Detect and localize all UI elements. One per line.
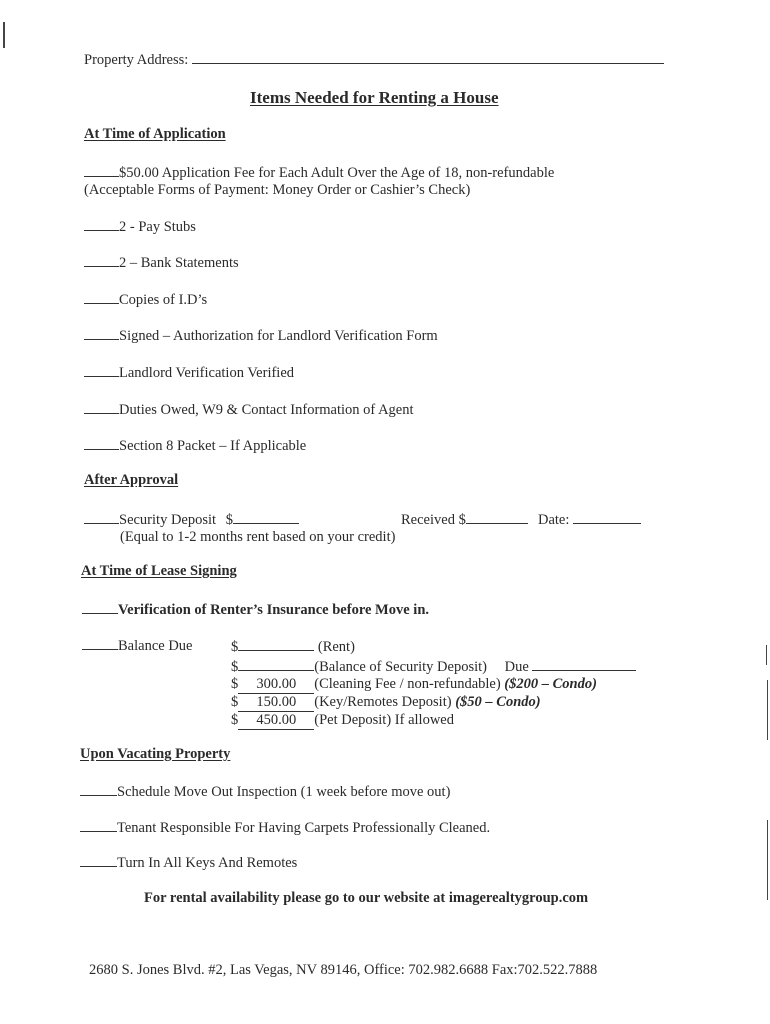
insurance-item — [82, 600, 429, 619]
checklist-item — [80, 818, 490, 837]
due-label: Due — [504, 659, 529, 675]
check-blank — [84, 163, 119, 177]
date-blank — [573, 510, 641, 524]
due-blank — [532, 657, 636, 671]
fee-note: (Acceptable Forms of Payment: Money Order or Cashier’s Check) — [84, 182, 471, 198]
check-blank — [80, 818, 117, 832]
amount-value: 150.00 — [238, 693, 314, 712]
check-blank — [84, 217, 119, 231]
balance-row-cleaning — [231, 675, 597, 694]
item-label: Tenant Responsible For Having Carpets Professionally Cleaned. — [117, 820, 491, 836]
date-label: Date: — [538, 512, 570, 528]
item-label: $50.00 Application Fee for Each Adult Over the Age of 18, non-refundable — [119, 165, 555, 181]
deposit-label: Security Deposit — [119, 512, 217, 528]
checklist-item — [84, 253, 239, 272]
received-amount-blank — [466, 510, 528, 524]
check-blank — [84, 436, 119, 450]
balance-row-rent — [231, 636, 355, 656]
dollar-sign: $ — [231, 676, 239, 692]
property-address-label: Property Address: — [84, 52, 189, 68]
checklist-item — [84, 363, 294, 382]
property-address-blank — [192, 50, 664, 64]
check-blank — [84, 400, 119, 414]
received-label: Received $ — [401, 512, 466, 528]
amount-desc: (Pet Deposit) If allowed — [314, 712, 454, 728]
dollar-sign: $ — [231, 694, 239, 710]
balance-row-security — [231, 656, 636, 676]
checklist-item — [84, 326, 438, 345]
scan-mark-right-1 — [766, 645, 767, 665]
check-blank — [82, 600, 118, 614]
balance-row-keys — [231, 693, 541, 712]
check-blank — [84, 326, 119, 340]
checklist-item — [80, 782, 450, 801]
website-note: For rental availability please go to our website at imagerealtygroup.com — [144, 890, 589, 906]
item-label: Copies of I.D’s — [119, 292, 208, 308]
item-label: Signed – Authorization for Landlord Verification Form — [119, 328, 438, 344]
check-blank — [80, 782, 117, 796]
check-blank — [82, 636, 118, 650]
checklist-item — [84, 290, 207, 309]
section-approval: After Approval — [84, 472, 179, 488]
item-label: Verification of Renter’s Insurance before Move in. — [118, 602, 430, 618]
balance-row-pet — [231, 711, 454, 730]
checklist-item — [80, 853, 297, 872]
amount-value — [238, 656, 314, 671]
item-label: Schedule Move Out Inspection (1 week before move out) — [117, 784, 451, 800]
page-title: Items Needed for Renting a House — [250, 88, 499, 107]
property-address-row — [84, 50, 664, 69]
item-label: Turn In All Keys And Remotes — [117, 855, 298, 871]
item-label: 2 - Pay Stubs — [119, 219, 196, 235]
security-deposit-row — [84, 510, 299, 529]
amount-value: 450.00 — [238, 711, 314, 730]
section-vacating: Upon Vacating Property — [80, 746, 231, 762]
item-label: Section 8 Packet – If Applicable — [119, 438, 307, 454]
date-row — [538, 510, 641, 529]
item-label: Duties Owed, W9 & Contact Information of Agent — [119, 402, 414, 418]
item-label: Landlord Verification Verified — [119, 365, 295, 381]
checklist-item — [84, 163, 554, 182]
check-blank — [84, 290, 119, 304]
balance-due-row — [82, 636, 192, 655]
footer-address: 2680 S. Jones Blvd. #2, Las Vegas, NV 89146, Office: 702.982.6688 Fax:702.522.7888 — [89, 962, 598, 978]
section-application: At Time of Application — [84, 126, 226, 142]
dollar-sign: $ — [231, 639, 239, 655]
scan-mark-right-3 — [767, 820, 768, 900]
check-blank — [80, 853, 117, 867]
deposit-dollar: $ — [225, 512, 233, 528]
dollar-sign: $ — [231, 712, 239, 728]
condo-note: ($200 – Condo) — [504, 676, 597, 692]
check-blank — [84, 363, 119, 377]
amount-value: 300.00 — [238, 675, 314, 694]
dollar-sign: $ — [231, 659, 239, 675]
amount-desc: (Key/Remotes Deposit) — [314, 694, 452, 710]
amount-desc: (Balance of Security Deposit) — [314, 659, 487, 675]
item-label: 2 – Bank Statements — [119, 255, 239, 271]
amount-desc: (Rent) — [317, 639, 355, 655]
section-lease: At Time of Lease Signing — [81, 563, 237, 579]
deposit-amount-blank — [233, 510, 299, 524]
amount-value — [238, 636, 314, 651]
check-blank — [84, 510, 119, 524]
balance-due-label: Balance Due — [118, 638, 193, 654]
check-blank — [84, 253, 119, 267]
amount-desc: (Cleaning Fee / non-refundable) — [314, 676, 501, 692]
deposit-note: (Equal to 1-2 months rent based on your credit) — [120, 529, 396, 545]
scan-mark-left — [3, 22, 5, 48]
checklist-item — [84, 400, 414, 419]
condo-note: ($50 – Condo) — [455, 694, 541, 710]
checklist-item — [84, 436, 306, 455]
checklist-item — [84, 217, 196, 236]
received-row — [401, 510, 528, 529]
scan-mark-right-2 — [767, 680, 768, 740]
